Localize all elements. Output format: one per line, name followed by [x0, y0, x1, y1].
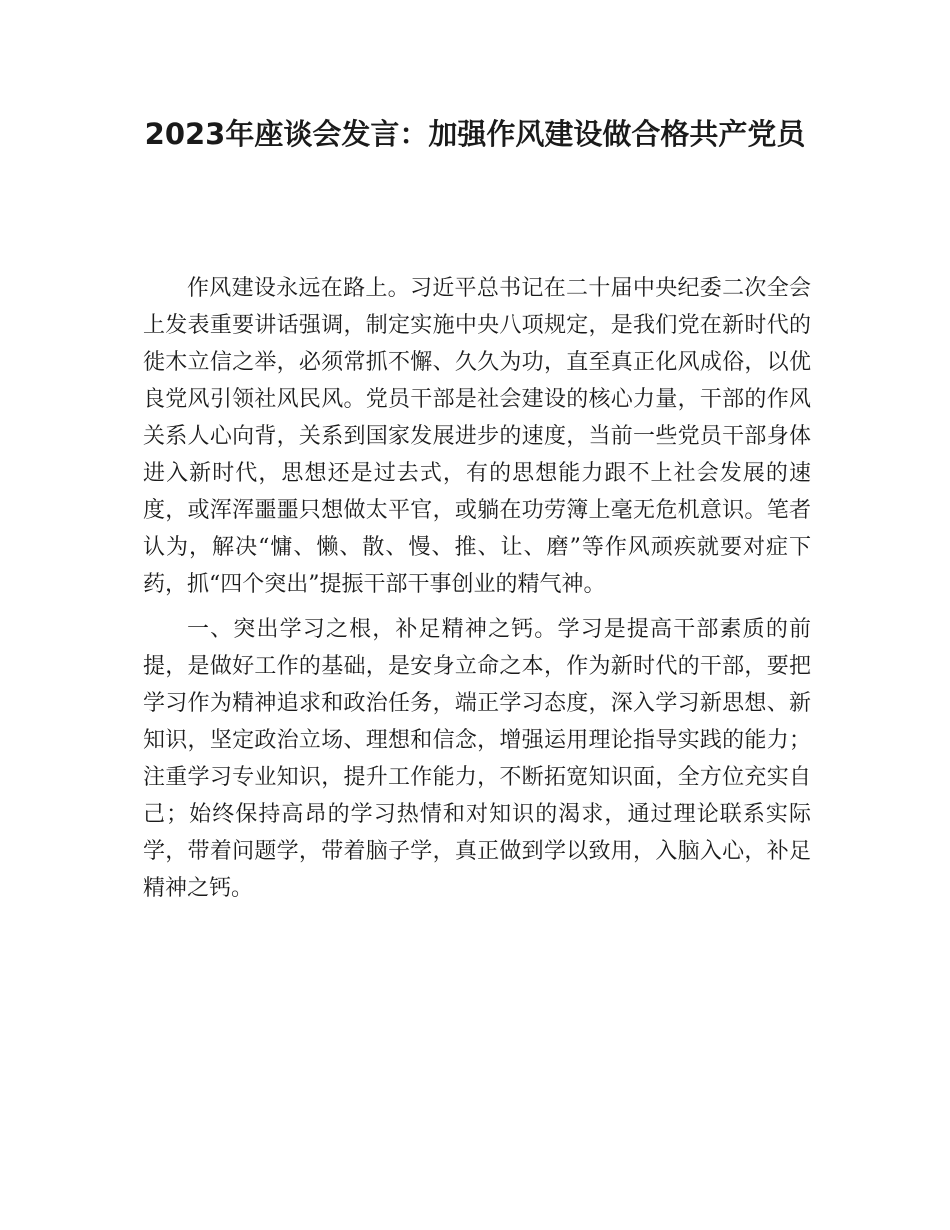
document-title: 2023年座谈会发言：加强作风建设做合格共产党员 — [144, 117, 806, 151]
paragraph-intro: 作风建设永远在路上。习近平总书记在二十届中央纪委二次全会上发表重要讲话强调，制定实施中央八项规定，是我们党在新时代的徙木立信之举，必须常抓不懈、久久为功，直至真正化风成俗，以优良党风引领社风民风。党员干部是社会建设的核心力量，干部的作风关系人心向背，关系到国家发展进步的速度，当前一些党员干部身体进入新时代，思想还是过去式，有的思想能力跟不上社会发展的速度，或浑浑噩噩只想做太平官，或躺在功劳簿上毫无危机意识。笔者认为，解决“慵、懒、散、慢、推、让、磨”等作风顽疾就要对症下药，抓“四个突出”提振干部干事创业的精气神。 — [143, 276, 811, 597]
paragraph-section-one: 一、突出学习之根，补足精神之钙。学习是提高干部素质的前提，是做好工作的基础，是安身立命之本，作为新时代的干部，要把学习作为精神追求和政治任务，端正学习态度，深入学习新思想、新知识，坚定政治立场、理想和信念，增强运用理论指导实践的能力；注重学习专业知识，提升工作能力，不断拓宽知识面，全方位充实自己；始终保持高昂的学习热情和对知识的渴求，通过理论联系实际学，带着问题学，带着脑子学，真正做到学以致用，入脑入心，补足精神之钙。 — [143, 617, 811, 901]
document-body — [143, 270, 811, 915]
